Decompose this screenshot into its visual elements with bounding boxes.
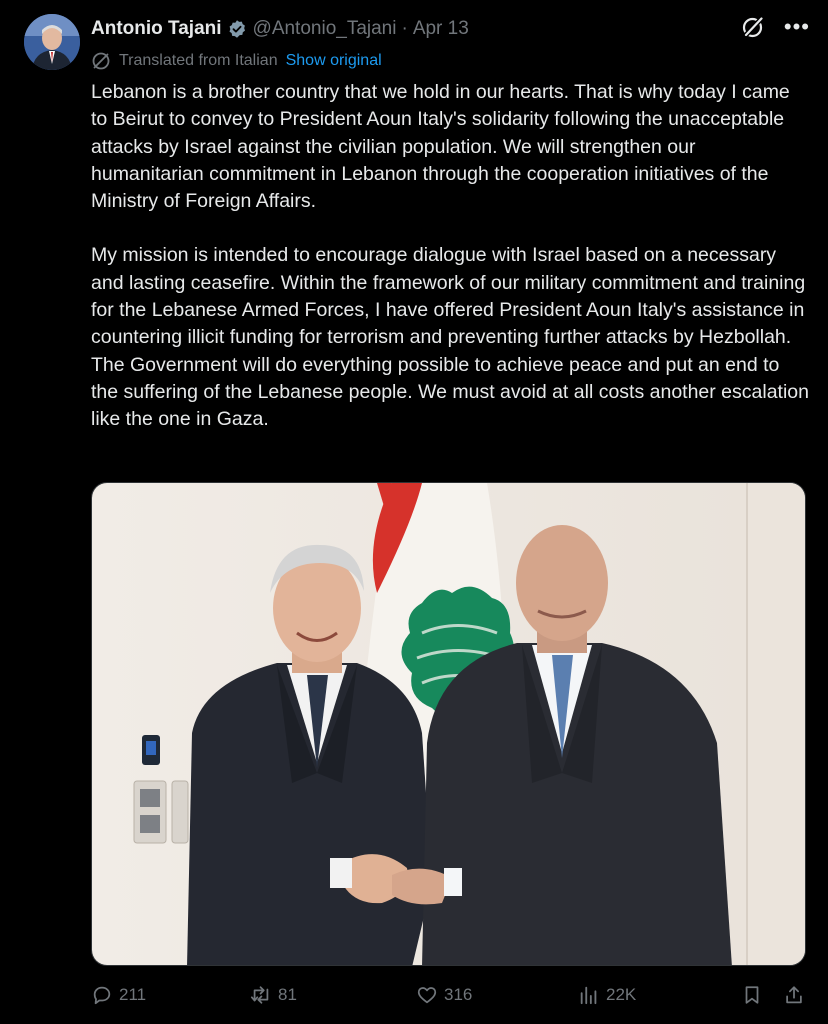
author-handle[interactable]: @Antonio_Tajani [252, 18, 397, 39]
tweet-photo[interactable] [91, 482, 806, 966]
header-actions [740, 14, 810, 40]
like-count: 316 [444, 985, 473, 1004]
views-count: 22K [606, 985, 637, 1004]
author-name[interactable]: Antonio Tajani [91, 18, 222, 39]
bookmark-icon [741, 984, 763, 1006]
more-icon[interactable]: ••• [783, 14, 810, 39]
author-avatar[interactable] [24, 14, 80, 70]
share-icon [783, 984, 805, 1006]
verified-badge-icon [227, 19, 247, 39]
reply-count: 211 [119, 985, 147, 1004]
reply-icon [91, 984, 113, 1006]
tweet-date[interactable]: Apr 13 [412, 18, 469, 39]
tweet-header [91, 16, 808, 42]
views-icon [578, 984, 600, 1006]
grok-icon[interactable] [740, 14, 766, 40]
avatar-image [24, 14, 80, 70]
globe-icon [91, 51, 111, 71]
tweet-paragraph: Lebanon is a brother country that we hold in our hearts. That is why today I came to Beirut to convey to President Aoun Italy's solidarity following the unacceptable attacks by Israel against the civilian population. We will strengthen our humanitarian commitment in Lebanon through the cooperation initiatives of the Ministry of Foreign Affairs. [91, 81, 790, 213]
translation-row [91, 50, 382, 72]
header-separator: · [401, 18, 408, 39]
reply-button[interactable] [91, 984, 146, 1006]
heart-icon [416, 984, 438, 1006]
repost-count: 81 [278, 985, 297, 1004]
photo-two-men-shaking-hands-icon [92, 483, 806, 966]
bookmark-button[interactable] [741, 984, 763, 1006]
views-button[interactable] [578, 984, 636, 1006]
translated-label: Translated from Italian [119, 52, 278, 69]
tweet-paragraph: My mission is intended to encourage dialogue with Israel based on a necessary and lasting ceasefire. Within the framework of our military commitment and training for the Lebanese Armed Forces, I have offered President Aoun Italy's assistance in countering illicit funding for terrorism and preventing further attacks by Hezbollah. The Government will do everything possible to achieve peace and put an end to the suffering of the Lebanese people. We must avoid at all costs another escalation like the one in Gaza. [91, 244, 809, 431]
share-button[interactable] [783, 984, 805, 1006]
repost-icon [250, 984, 272, 1006]
tweet-text [91, 79, 809, 434]
like-button[interactable] [416, 984, 472, 1006]
tweet-actions [91, 984, 810, 1010]
show-original-link[interactable]: Show original [285, 52, 382, 69]
repost-button[interactable] [250, 984, 297, 1006]
